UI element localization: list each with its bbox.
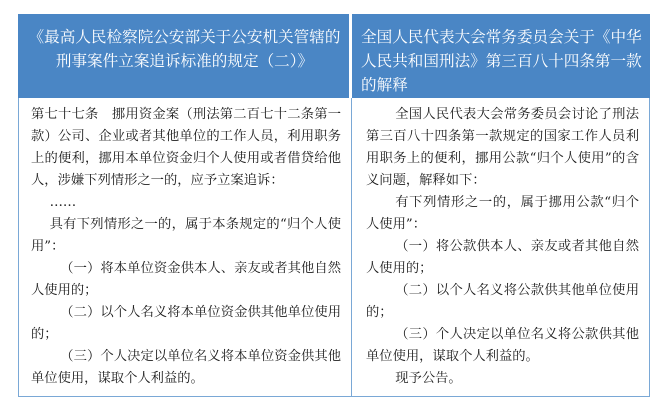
left-paragraph: （一）将本单位资金供本人、亲友或者其他自然人使用的；	[31, 261, 341, 298]
right-paragraph: 全国人民代表大会常务委员会讨论了刑法第三百八十四条第一款规定的国家工作人员利用职务上的便利，挪用公款“归个人使用”的含义问题，解释如下：	[366, 107, 639, 188]
right-paragraph: （三）个人决定以单位名义将公款供其他单位使用，谋取个人利益的。	[366, 327, 639, 364]
left-paragraph: 具有下列情形之一的，属于本条规定的“归个人使用”：	[31, 217, 341, 254]
right-paragraph: 现予公告。	[395, 371, 462, 386]
left-paragraph: ……	[49, 195, 77, 210]
header-right: 全国人民代表大会常务委员会关于《中华人民共和国刑法》第三百八十四条第一款的解释	[352, 14, 650, 98]
left-column-body	[18, 98, 352, 397]
header-left: 《最高人民检察院公安部关于公安机关管辖的刑事案件立案追诉标准的规定（二）》	[18, 14, 352, 98]
right-paragraph: （一）将公款供本人、亲友或者其他自然人使用的；	[366, 239, 639, 276]
right-column-body	[352, 98, 650, 397]
left-paragraph: （二）以个人名义将本单位资金供其他单位使用的；	[31, 305, 341, 342]
comparison-table	[18, 14, 650, 397]
right-paragraph: 有下列情形之一的，属于挪用公款“归个人使用”：	[366, 195, 639, 232]
left-paragraph: （三）个人决定以单位名义将本单位资金供其他单位使用，谋取个人利益的。	[31, 349, 341, 386]
right-paragraph: （二）以个人名义将公款供其他单位使用的；	[366, 283, 639, 320]
left-paragraph: 第七十七条 挪用资金案（刑法第二百七十二条第一款）公司、企业或者其他单位的工作人员，利用职务上的便利，挪用本单位资金归个人使用或者借贷给他人，涉嫌下列情形之一的，应予立案追诉：	[31, 107, 341, 188]
